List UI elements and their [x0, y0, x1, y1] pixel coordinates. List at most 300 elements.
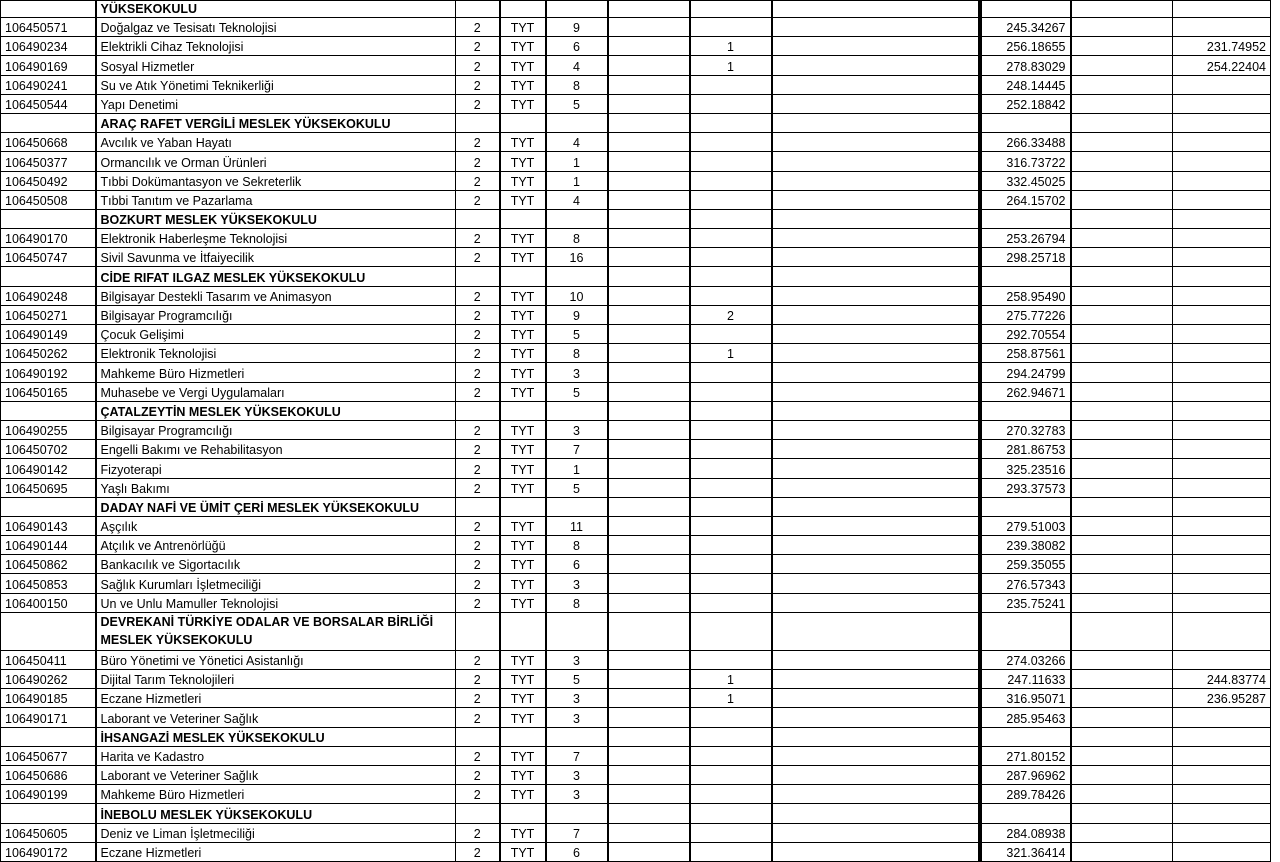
blank-cell	[981, 267, 1071, 286]
min-score-cell: 274.03266	[981, 650, 1071, 669]
blank-cell	[772, 267, 979, 286]
min-score-cell: 332.45025	[981, 171, 1071, 190]
blank-cell	[1071, 401, 1173, 420]
blank-cell	[772, 574, 979, 593]
blank-cell	[1071, 113, 1173, 132]
extra-quota-cell	[608, 152, 690, 171]
score-type-cell: TYT	[500, 171, 546, 190]
program-name-cell: Çocuk Gelişimi	[96, 325, 456, 344]
blank-cell	[1071, 593, 1173, 612]
extra-quota-cell	[608, 18, 690, 37]
faculty-header-row	[1, 612, 1271, 650]
program-code-cell: 106450411	[1, 650, 96, 669]
quota-cell: 3	[546, 708, 608, 727]
blank-cell	[1071, 248, 1173, 267]
blank-cell	[772, 727, 979, 746]
duration-cell: 2	[456, 440, 500, 459]
duration-cell: 2	[456, 344, 500, 363]
score-type-cell: TYT	[500, 785, 546, 804]
blank-cell	[772, 209, 979, 228]
blank-cell	[772, 689, 979, 708]
extra-min-score-cell	[1173, 785, 1271, 804]
program-code-cell: 106450702	[1, 440, 96, 459]
blank-cell	[546, 804, 608, 823]
min-score-cell: 256.18655	[981, 37, 1071, 56]
blank-cell	[772, 344, 979, 363]
program-name-cell: Elektronik Teknolojisi	[96, 344, 456, 363]
program-row	[1, 229, 1271, 248]
extra-min-score-cell: 236.95287	[1173, 689, 1271, 708]
min-score-cell: 235.75241	[981, 593, 1071, 612]
extra-quota-cell	[608, 823, 690, 842]
blank-cell	[690, 209, 772, 228]
blank-cell	[772, 593, 979, 612]
blank-cell	[772, 708, 979, 727]
blank-cell	[546, 612, 608, 650]
min-score-cell: 276.57343	[981, 574, 1071, 593]
blank-cell	[981, 612, 1071, 650]
blank-cell	[1071, 75, 1173, 94]
program-row	[1, 190, 1271, 209]
extra-min-score-cell	[1173, 305, 1271, 324]
blank-cell	[500, 113, 546, 132]
min-score-cell: 316.73722	[981, 152, 1071, 171]
duration-cell: 2	[456, 363, 500, 382]
quota-cell: 3	[546, 420, 608, 439]
blank-cell	[1071, 497, 1173, 516]
blank-cell	[1071, 133, 1173, 152]
blank-cell	[690, 1, 772, 18]
min-score-cell: 298.25718	[981, 248, 1071, 267]
program-row	[1, 842, 1271, 861]
blank-cell	[546, 267, 608, 286]
quota-cell: 8	[546, 229, 608, 248]
min-score-cell: 284.08938	[981, 823, 1071, 842]
extra-min-score-cell	[1173, 18, 1271, 37]
blank-cell	[1071, 823, 1173, 842]
extra-quota-cell	[608, 94, 690, 113]
program-code-cell: 106490142	[1, 459, 96, 478]
blank-cell	[546, 497, 608, 516]
extra-quota-cell	[608, 190, 690, 209]
program-name-cell: Bilgisayar Programcılığı	[96, 420, 456, 439]
blank-cell	[772, 1, 979, 18]
blank-cell	[1, 113, 96, 132]
quota-cell: 9	[546, 18, 608, 37]
duration-cell: 2	[456, 650, 500, 669]
min-score-cell: 258.95490	[981, 286, 1071, 305]
quota-cell: 3	[546, 785, 608, 804]
score-type-cell: TYT	[500, 593, 546, 612]
faculty-header-row	[1, 267, 1271, 286]
placed-extra-cell	[690, 555, 772, 574]
program-row	[1, 286, 1271, 305]
score-type-cell: TYT	[500, 459, 546, 478]
extra-min-score-cell	[1173, 440, 1271, 459]
program-name-cell: Deniz ve Liman İşletmeciliği	[96, 823, 456, 842]
quota-cell: 1	[546, 171, 608, 190]
blank-cell	[1071, 516, 1173, 535]
quota-cell: 1	[546, 459, 608, 478]
extra-min-score-cell	[1173, 171, 1271, 190]
program-row	[1, 171, 1271, 190]
min-score-cell: 259.35055	[981, 555, 1071, 574]
score-type-cell: TYT	[500, 363, 546, 382]
quota-cell: 4	[546, 190, 608, 209]
duration-cell: 2	[456, 171, 500, 190]
blank-cell	[772, 536, 979, 555]
min-score-cell: 264.15702	[981, 190, 1071, 209]
program-row	[1, 344, 1271, 363]
faculty-name-cell: BOZKURT MESLEK YÜKSEKOKULU	[96, 209, 456, 228]
placed-extra-cell	[690, 190, 772, 209]
placed-extra-cell	[690, 708, 772, 727]
blank-cell	[772, 133, 979, 152]
program-code-cell: 106450271	[1, 305, 96, 324]
program-name-cell: Avcılık ve Yaban Hayatı	[96, 133, 456, 152]
program-row	[1, 536, 1271, 555]
extra-quota-cell	[608, 689, 690, 708]
blank-cell	[772, 171, 979, 190]
blank-cell	[1071, 152, 1173, 171]
extra-min-score-cell	[1173, 286, 1271, 305]
program-code-cell: 106490143	[1, 516, 96, 535]
blank-cell	[1173, 497, 1271, 516]
program-code-cell: 106450605	[1, 823, 96, 842]
score-type-cell: TYT	[500, 650, 546, 669]
duration-cell: 2	[456, 459, 500, 478]
program-row	[1, 708, 1271, 727]
program-code-cell: 106490241	[1, 75, 96, 94]
program-name-cell: Bankacılık ve Sigortacılık	[96, 555, 456, 574]
score-type-cell: TYT	[500, 18, 546, 37]
program-code-cell: 106490262	[1, 670, 96, 689]
extra-min-score-cell	[1173, 459, 1271, 478]
min-score-cell: 279.51003	[981, 516, 1071, 535]
placed-extra-cell	[690, 842, 772, 861]
blank-cell	[456, 401, 500, 420]
faculty-name-cell: CİDE RIFAT ILGAZ MESLEK YÜKSEKOKULU	[96, 267, 456, 286]
quota-cell: 8	[546, 536, 608, 555]
blank-cell	[772, 401, 979, 420]
score-type-cell: TYT	[500, 94, 546, 113]
faculty-name-cell: DEVREKANİ TÜRKİYE ODALAR VE BORSALAR BİRLİĞİ MESLEK YÜKSEKOKULU	[96, 612, 456, 650]
blank-cell	[1173, 401, 1271, 420]
program-name-cell: Elektrikli Cihaz Teknolojisi	[96, 37, 456, 56]
program-name-cell: Sivil Savunma ve İtfaiyecilik	[96, 248, 456, 267]
program-name-cell: Dijital Tarım Teknolojileri	[96, 670, 456, 689]
program-row	[1, 56, 1271, 75]
blank-cell	[1173, 209, 1271, 228]
blank-cell	[690, 804, 772, 823]
faculty-header-row	[1, 497, 1271, 516]
program-row	[1, 18, 1271, 37]
blank-cell	[981, 209, 1071, 228]
program-name-cell: Tıbbi Tanıtım ve Pazarlama	[96, 190, 456, 209]
faculty-header-row	[1, 727, 1271, 746]
blank-cell	[1071, 670, 1173, 689]
placed-extra-cell	[690, 650, 772, 669]
blank-cell	[546, 1, 608, 18]
blank-cell	[772, 516, 979, 535]
min-score-cell: 275.77226	[981, 305, 1071, 324]
score-type-cell: TYT	[500, 75, 546, 94]
placed-extra-cell: 1	[690, 689, 772, 708]
blank-cell	[772, 555, 979, 574]
duration-cell: 2	[456, 708, 500, 727]
extra-min-score-cell	[1173, 593, 1271, 612]
blank-cell	[1, 612, 96, 650]
placed-extra-cell	[690, 94, 772, 113]
placed-extra-cell: 1	[690, 344, 772, 363]
score-type-cell: TYT	[500, 382, 546, 401]
program-code-cell: 106450165	[1, 382, 96, 401]
blank-cell	[1071, 37, 1173, 56]
program-code-cell: 106490171	[1, 708, 96, 727]
placed-extra-cell: 1	[690, 37, 772, 56]
placed-extra-cell	[690, 286, 772, 305]
blank-cell	[456, 612, 500, 650]
program-code-cell: 106490199	[1, 785, 96, 804]
extra-quota-cell	[608, 555, 690, 574]
blank-cell	[1071, 190, 1173, 209]
blank-cell	[608, 401, 690, 420]
extra-quota-cell	[608, 420, 690, 439]
duration-cell: 2	[456, 248, 500, 267]
program-name-cell: Bilgisayar Programcılığı	[96, 305, 456, 324]
quota-cell: 8	[546, 75, 608, 94]
blank-cell	[500, 1, 546, 18]
blank-cell	[772, 229, 979, 248]
blank-cell	[772, 305, 979, 324]
quota-cell: 3	[546, 650, 608, 669]
blank-cell	[456, 209, 500, 228]
quota-cell: 5	[546, 382, 608, 401]
program-name-cell: Bilgisayar Destekli Tasarım ve Animasyon	[96, 286, 456, 305]
duration-cell: 2	[456, 765, 500, 784]
program-row	[1, 440, 1271, 459]
blank-cell	[608, 804, 690, 823]
duration-cell: 2	[456, 785, 500, 804]
program-row	[1, 152, 1271, 171]
program-name-cell: Mahkeme Büro Hizmetleri	[96, 363, 456, 382]
extra-quota-cell	[608, 440, 690, 459]
score-type-cell: TYT	[500, 746, 546, 765]
placed-extra-cell	[690, 516, 772, 535]
min-score-cell: 258.87561	[981, 344, 1071, 363]
min-score-cell: 270.32783	[981, 420, 1071, 439]
blank-cell	[1173, 113, 1271, 132]
min-score-cell: 292.70554	[981, 325, 1071, 344]
program-row	[1, 689, 1271, 708]
blank-cell	[1, 497, 96, 516]
program-row	[1, 670, 1271, 689]
blank-cell	[772, 670, 979, 689]
placed-extra-cell	[690, 823, 772, 842]
blank-cell	[981, 401, 1071, 420]
faculty-name-cell: DADAY NAFİ VE ÜMİT ÇERİ MESLEK YÜKSEKOKULU	[96, 497, 456, 516]
program-code-cell: 106490170	[1, 229, 96, 248]
extra-quota-cell	[608, 305, 690, 324]
program-code-cell: 106490248	[1, 286, 96, 305]
min-score-cell: 278.83029	[981, 56, 1071, 75]
min-score-cell: 271.80152	[981, 746, 1071, 765]
quota-cell: 3	[546, 689, 608, 708]
program-name-cell: Yaşlı Bakımı	[96, 478, 456, 497]
program-row	[1, 555, 1271, 574]
duration-cell: 2	[456, 593, 500, 612]
blank-cell	[1071, 842, 1173, 861]
blank-cell	[772, 823, 979, 842]
extra-min-score-cell	[1173, 382, 1271, 401]
min-score-cell: 294.24799	[981, 363, 1071, 382]
program-name-cell: Mahkeme Büro Hizmetleri	[96, 785, 456, 804]
faculty-header-row	[1, 209, 1271, 228]
score-type-cell: TYT	[500, 689, 546, 708]
program-row	[1, 574, 1271, 593]
duration-cell: 2	[456, 18, 500, 37]
blank-cell	[1071, 650, 1173, 669]
blank-cell	[1173, 267, 1271, 286]
blank-cell	[608, 1, 690, 18]
extra-quota-cell	[608, 650, 690, 669]
program-row	[1, 593, 1271, 612]
blank-cell	[500, 209, 546, 228]
min-score-cell: 325.23516	[981, 459, 1071, 478]
quota-cell: 5	[546, 94, 608, 113]
program-name-cell: Su ve Atık Yönetimi Teknikerliği	[96, 75, 456, 94]
duration-cell: 2	[456, 286, 500, 305]
extra-min-score-cell: 244.83774	[1173, 670, 1271, 689]
blank-cell	[1071, 286, 1173, 305]
table-body	[1, 1, 1271, 862]
quota-cell: 1	[546, 152, 608, 171]
program-name-cell: Laborant ve Veteriner Sağlık	[96, 708, 456, 727]
score-type-cell: TYT	[500, 248, 546, 267]
program-code-cell: 106450695	[1, 478, 96, 497]
extra-min-score-cell	[1173, 516, 1271, 535]
program-name-cell: Muhasebe ve Vergi Uygulamaları	[96, 382, 456, 401]
placed-extra-cell	[690, 440, 772, 459]
placed-extra-cell	[690, 325, 772, 344]
blank-cell	[981, 804, 1071, 823]
score-type-cell: TYT	[500, 420, 546, 439]
score-type-cell: TYT	[500, 325, 546, 344]
program-code-cell: 106450544	[1, 94, 96, 113]
faculty-header-row	[1, 1, 1271, 18]
quota-cell: 5	[546, 478, 608, 497]
program-name-cell: Eczane Hizmetleri	[96, 842, 456, 861]
blank-cell	[772, 248, 979, 267]
blank-cell	[772, 459, 979, 478]
extra-min-score-cell	[1173, 190, 1271, 209]
blank-cell	[1173, 804, 1271, 823]
blank-cell	[772, 94, 979, 113]
program-code-cell: 106490169	[1, 56, 96, 75]
blank-cell	[981, 113, 1071, 132]
blank-cell	[1071, 1, 1173, 18]
min-score-cell: 287.96962	[981, 765, 1071, 784]
blank-cell	[772, 804, 979, 823]
program-name-cell: Elektronik Haberleşme Teknolojisi	[96, 229, 456, 248]
blank-cell	[981, 497, 1071, 516]
blank-cell	[1071, 267, 1173, 286]
score-type-cell: TYT	[500, 440, 546, 459]
program-code-cell: 106450668	[1, 133, 96, 152]
blank-cell	[772, 190, 979, 209]
extra-min-score-cell	[1173, 650, 1271, 669]
extra-quota-cell	[608, 536, 690, 555]
blank-cell	[1071, 344, 1173, 363]
score-type-cell: TYT	[500, 842, 546, 861]
blank-cell	[1071, 459, 1173, 478]
program-row	[1, 382, 1271, 401]
duration-cell: 2	[456, 75, 500, 94]
min-score-cell: 262.94671	[981, 382, 1071, 401]
placed-extra-cell	[690, 459, 772, 478]
blank-cell	[1071, 325, 1173, 344]
duration-cell: 2	[456, 190, 500, 209]
blank-cell	[608, 727, 690, 746]
duration-cell: 2	[456, 37, 500, 56]
min-score-cell: 239.38082	[981, 536, 1071, 555]
program-row	[1, 746, 1271, 765]
blank-cell	[690, 113, 772, 132]
program-code-cell: 106490192	[1, 363, 96, 382]
blank-cell	[1071, 94, 1173, 113]
extra-quota-cell	[608, 459, 690, 478]
program-row	[1, 94, 1271, 113]
extra-min-score-cell	[1173, 344, 1271, 363]
extra-min-score-cell	[1173, 823, 1271, 842]
min-score-cell: 281.86753	[981, 440, 1071, 459]
extra-min-score-cell	[1173, 555, 1271, 574]
extra-quota-cell	[608, 785, 690, 804]
extra-min-score-cell	[1173, 133, 1271, 152]
extra-quota-cell	[608, 574, 690, 593]
duration-cell: 2	[456, 842, 500, 861]
min-score-cell: 248.14445	[981, 75, 1071, 94]
blank-cell	[1, 209, 96, 228]
extra-min-score-cell	[1173, 94, 1271, 113]
program-name-cell: Aşçılık	[96, 516, 456, 535]
quota-cell: 8	[546, 593, 608, 612]
blank-cell	[456, 727, 500, 746]
blank-cell	[690, 267, 772, 286]
duration-cell: 2	[456, 152, 500, 171]
blank-cell	[1071, 171, 1173, 190]
quota-cell: 7	[546, 823, 608, 842]
blank-cell	[1071, 765, 1173, 784]
duration-cell: 2	[456, 382, 500, 401]
min-score-cell: 266.33488	[981, 133, 1071, 152]
blank-cell	[1, 727, 96, 746]
program-code-cell: 106490149	[1, 325, 96, 344]
score-type-cell: TYT	[500, 516, 546, 535]
min-score-cell: 289.78426	[981, 785, 1071, 804]
duration-cell: 2	[456, 229, 500, 248]
blank-cell	[772, 382, 979, 401]
program-row	[1, 133, 1271, 152]
program-code-cell: 106450508	[1, 190, 96, 209]
score-type-cell: TYT	[500, 478, 546, 497]
blank-cell	[772, 842, 979, 861]
min-score-cell: 285.95463	[981, 708, 1071, 727]
blank-cell	[772, 363, 979, 382]
duration-cell: 2	[456, 746, 500, 765]
score-type-cell: TYT	[500, 574, 546, 593]
placed-extra-cell	[690, 420, 772, 439]
